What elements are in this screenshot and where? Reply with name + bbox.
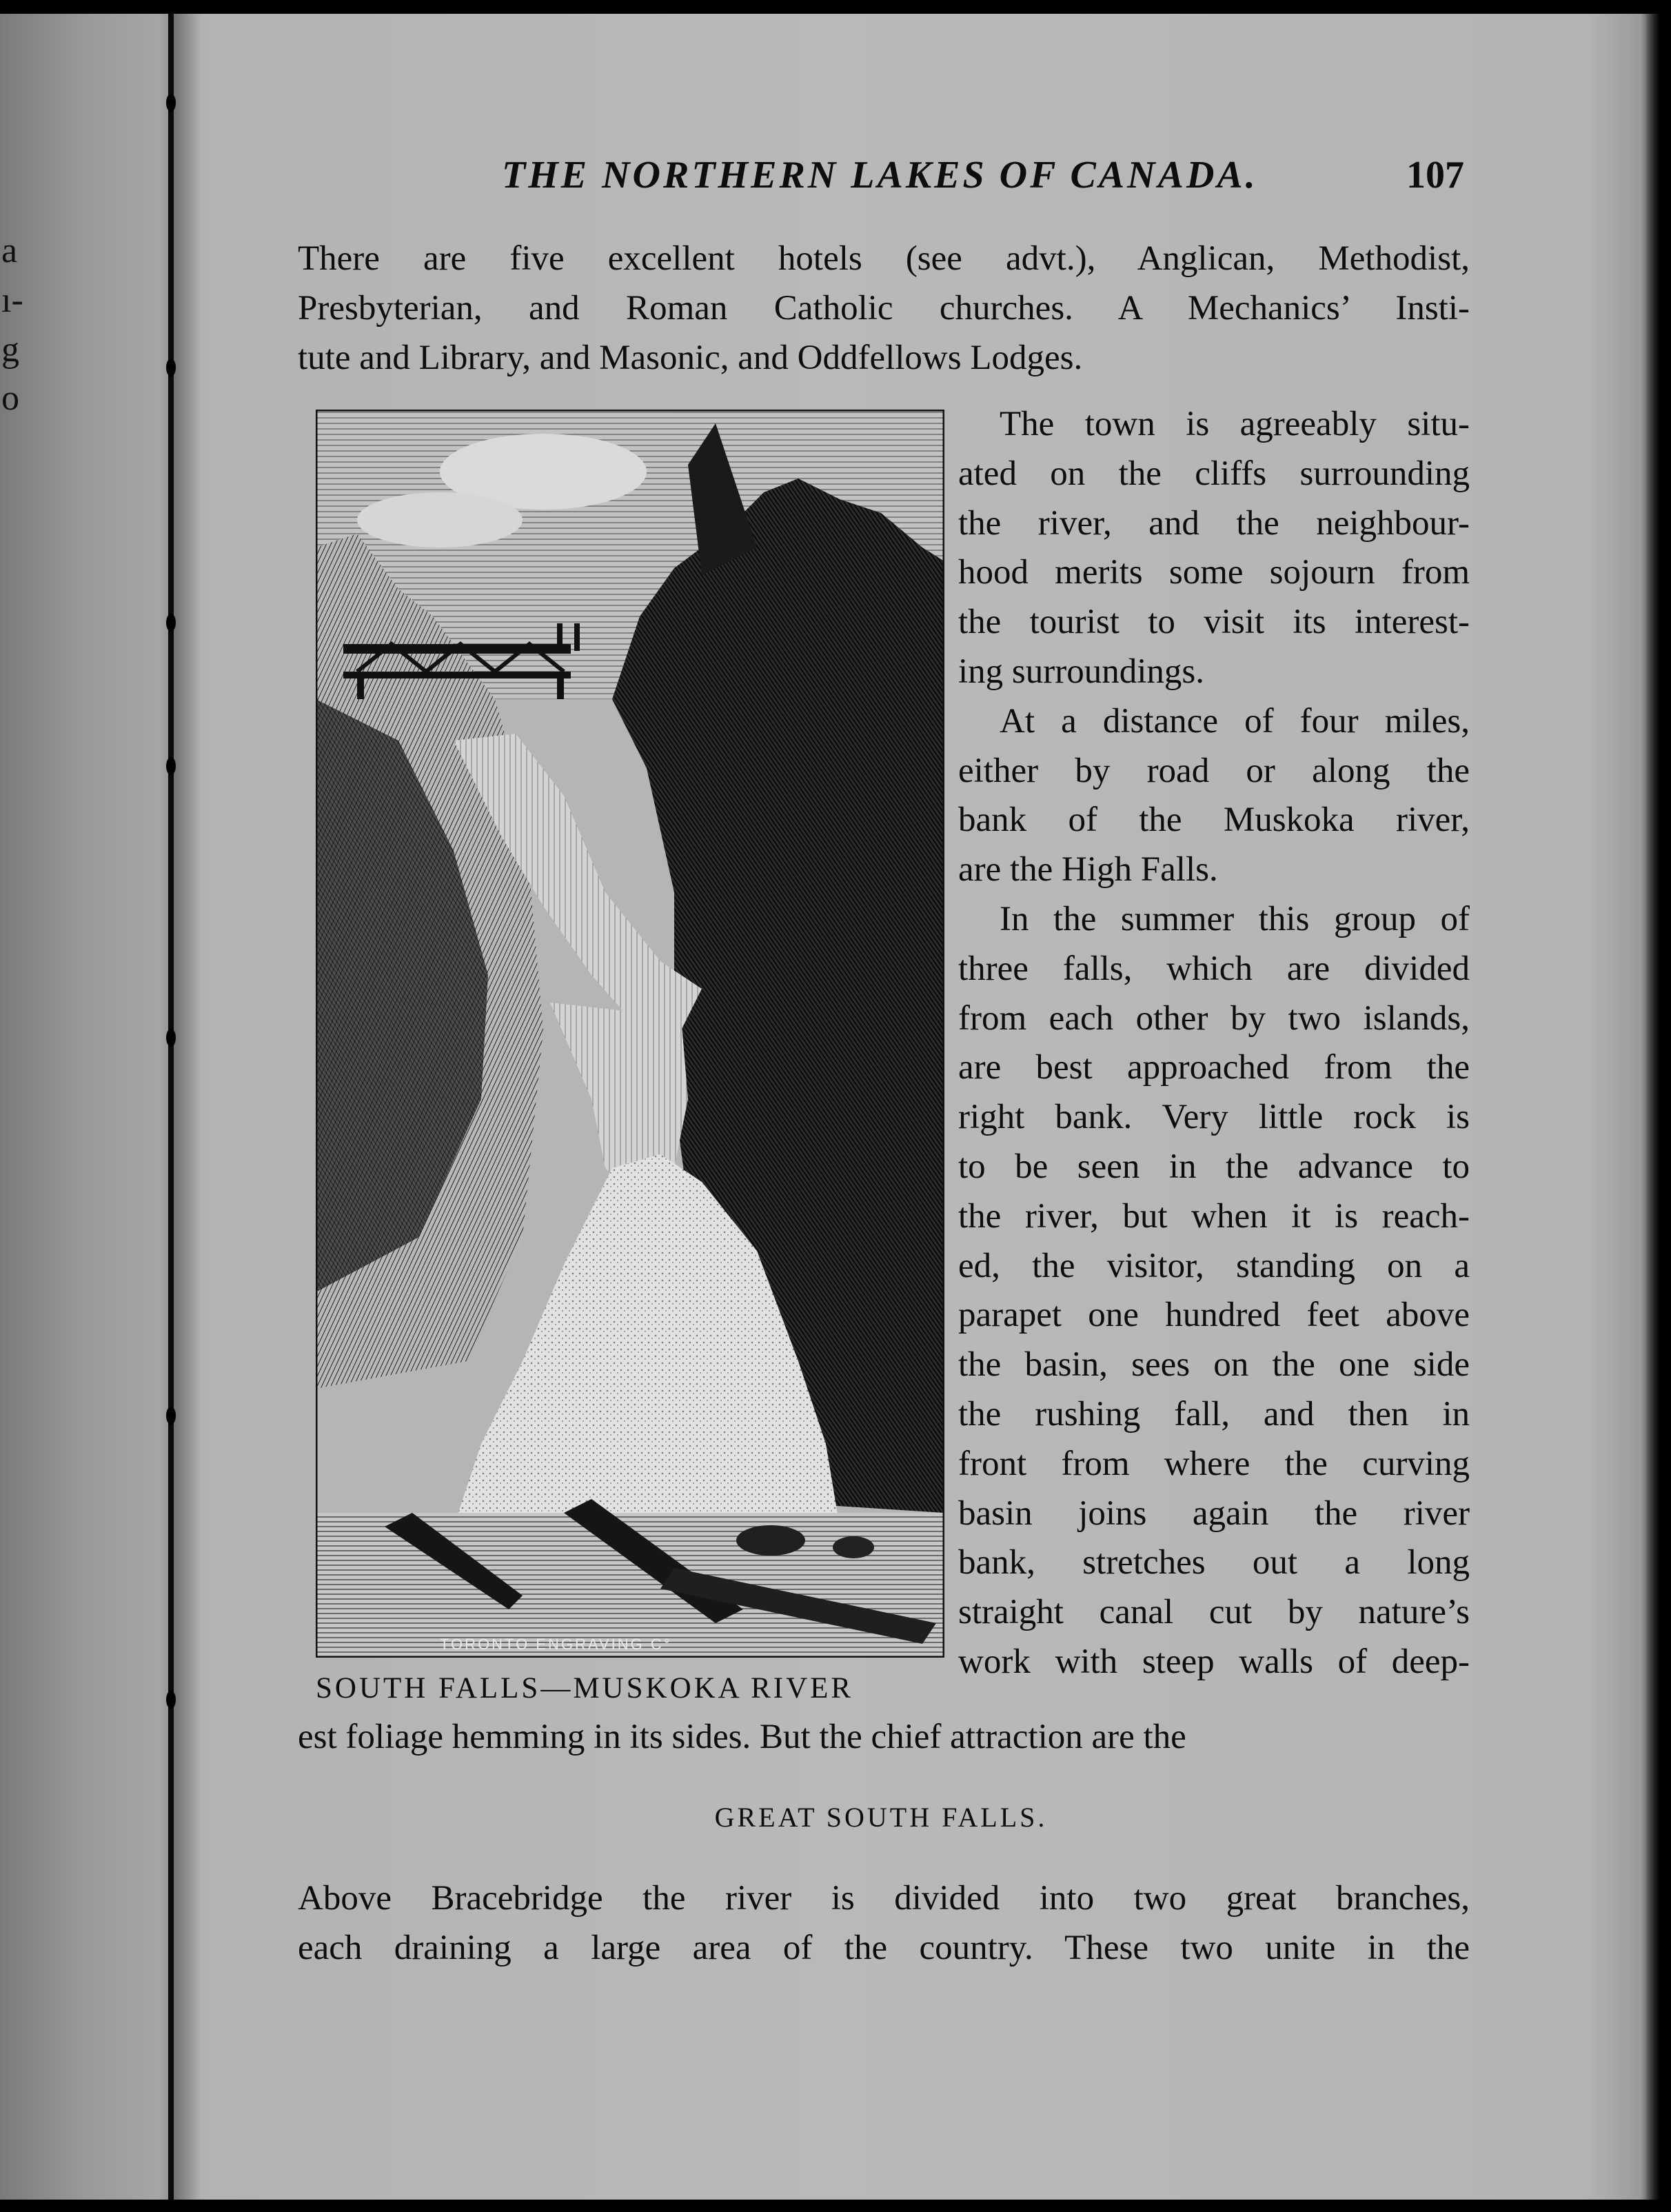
column-line: ed, the visitor, standing on a	[958, 1246, 1470, 1285]
binding-stitch	[166, 1691, 176, 1709]
binding-stitch	[166, 757, 176, 775]
binding-stitch	[166, 1407, 176, 1425]
column-line: ated on the cliffs surrounding	[958, 454, 1470, 493]
gutter-shadow	[174, 14, 201, 2200]
body-line: each draining a large area of the country. These two unite in the	[298, 1929, 1470, 1967]
engraver-credit: TORONTO ENGRAVING C°	[440, 1636, 672, 1653]
column-line: basin joins again the river	[958, 1494, 1470, 1533]
running-head: THE NORTHERN LAKES OF CANADA.	[502, 154, 1258, 197]
column-line: parapet one hundred feet above	[958, 1296, 1470, 1335]
column-line: straight canal cut by nature’s	[958, 1593, 1470, 1632]
binding-stitch	[166, 94, 176, 112]
body-line: Presbyterian, and Roman Catholic churches. A Mechanics’ Insti-	[298, 289, 1470, 328]
body-line: tute and Library, and Masonic, and Oddfellows Lodges.	[298, 339, 1083, 377]
column-line: bank of the Muskoka river,	[958, 801, 1470, 840]
facing-page-fragment: g	[1, 330, 19, 370]
column-line: the river, and the neighbour-	[958, 503, 1470, 543]
facing-page-fragment: a	[1, 231, 18, 270]
column-line: hood merits some sojourn from	[958, 553, 1470, 592]
column-line: are the High Falls.	[958, 850, 1218, 889]
column-line: the rushing fall, and then in	[958, 1395, 1470, 1434]
column-line: to be seen in the advance to	[958, 1147, 1470, 1186]
scan-top-border	[0, 0, 1671, 14]
column-line: from each other by two islands,	[958, 998, 1470, 1038]
body-line: There are five excellent hotels (see advt.), Anglican, Methodist,	[298, 239, 1470, 278]
column-line: the tourist to visit its interest-	[958, 603, 1470, 642]
column-line: three falls, which are divided	[958, 949, 1470, 988]
scan-bottom-border	[0, 2200, 1671, 2212]
column-line: the basin, sees on the one side	[958, 1345, 1470, 1385]
page-right-edge	[1646, 14, 1671, 2200]
binding-stitch	[166, 1029, 176, 1047]
column-line: The town is agreeably situ-	[1000, 405, 1470, 443]
binding-gutter	[168, 14, 174, 2200]
column-line: In the summer this group of	[1000, 900, 1470, 938]
column-line: At a distance of four miles,	[1000, 701, 1470, 741]
section-heading: GREAT SOUTH FALLS.	[714, 1802, 1048, 1833]
column-line: the river, but when it is reach-	[958, 1196, 1470, 1236]
illustration-caption: SOUTH FALLS—MUSKOKA RIVER	[316, 1672, 854, 1705]
facing-page-fragment: o	[1, 379, 19, 418]
facing-page-edge	[0, 14, 172, 2200]
column-line: bank, stretches out a long	[958, 1543, 1470, 1582]
column-line: work with steep walls of deep-	[958, 1642, 1470, 1681]
column-line: are best approached from the	[958, 1048, 1470, 1087]
column-line: either by road or along the	[958, 751, 1470, 790]
south-falls-engraving	[316, 410, 944, 1658]
column-line: front from where the curving	[958, 1444, 1470, 1483]
facing-page-fragment: ı-	[1, 281, 23, 320]
column-line: ing surroundings.	[958, 652, 1204, 691]
body-line: Above Bracebridge the river is divided into two great branches,	[298, 1879, 1470, 1918]
page-number: 107	[1406, 154, 1464, 197]
binding-stitch	[166, 614, 176, 632]
body-line: est foliage hemming in its sides. But the chief attraction are the	[298, 1718, 1186, 1756]
column-line: right bank. Very little rock is	[958, 1098, 1470, 1137]
binding-stitch	[166, 359, 176, 376]
